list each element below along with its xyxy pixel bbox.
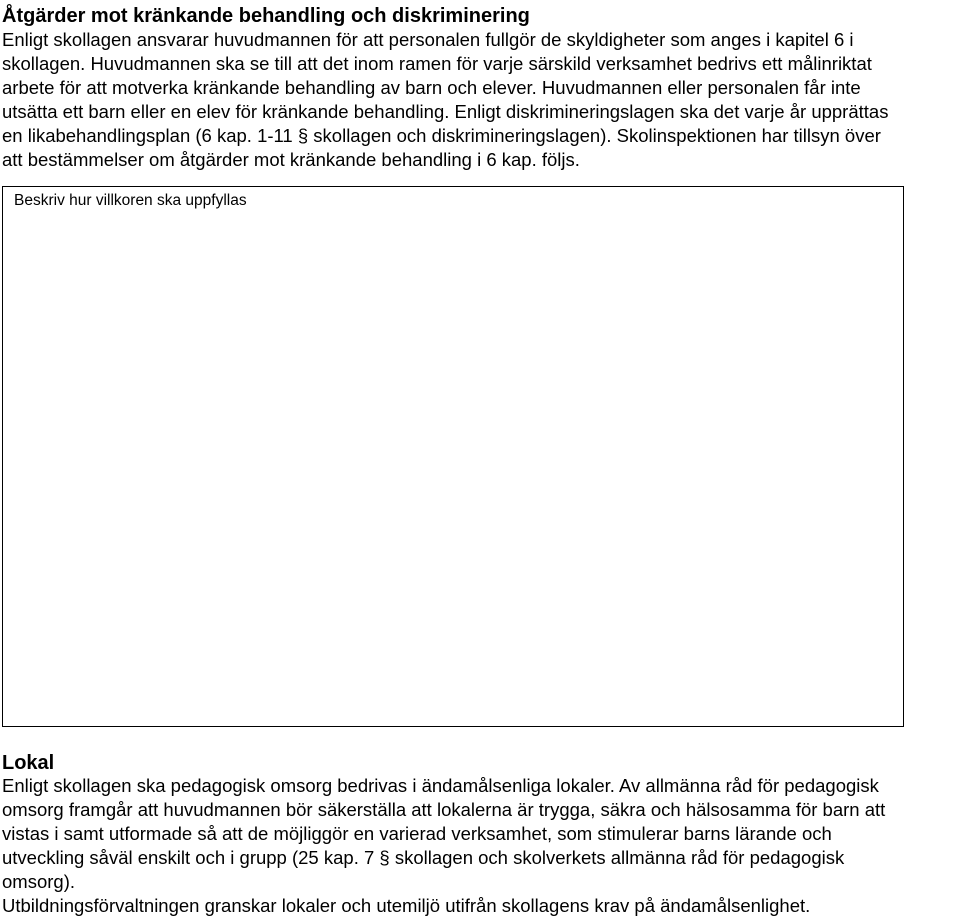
section-body-krankande-behandling [2, 28, 958, 172]
section-heading-krankande-behandling: Åtgärder mot kränkande behandling och diskriminering [2, 5, 530, 27]
body-line: utsätta ett barn eller en elev för kränkande behandling. Enligt diskrimineringslagen ska det varje år upprättas [2, 101, 889, 122]
section-body-lokal [2, 774, 958, 918]
body-line: omsorg). [2, 871, 75, 892]
body-line: Enligt skollagen ansvarar huvudmannen för att personalen fullgör de skyldigheter som anges i kapitel 6 i [2, 29, 854, 50]
body-line: utveckling såväl enskilt och i grupp (25 kap. 7 § skollagen och skolverkets allmänna råd för pedagogisk [2, 847, 845, 868]
answer-text-box[interactable] [2, 186, 904, 727]
section-heading-lokal: Lokal [2, 752, 55, 774]
body-line: Utbildningsförvaltningen granskar lokaler och utemiljö utifrån skollagens krav på ändamålsenlighet. [2, 895, 811, 916]
body-line: Enligt skollagen ska pedagogisk omsorg bedrivas i ändamålsenliga lokaler. Av allmänna råd för pedagogisk [2, 775, 879, 796]
body-line: omsorg framgår att huvudmannen bör säkerställa att lokalerna är trygga, säkra och hälsosamma för barn att [2, 799, 886, 820]
body-line: skollagen. Huvudmannen ska se till att det inom ramen för varje särskild verksamhet bedrivs ett målinriktat [2, 53, 872, 74]
body-line: vistas i samt utformade så att de möjliggör en varierad verksamhet, som stimulerar barns lärande och [2, 823, 832, 844]
body-line: en likabehandlingsplan (6 kap. 1-11 § skollagen och diskrimineringslagen). Skolinspektionen har tillsyn över [2, 125, 881, 146]
answer-box-label: Beskriv hur villkoren ska uppfyllas [14, 192, 247, 209]
body-line: att bestämmelser om åtgärder mot kränkande behandling i 6 kap. följs. [2, 149, 580, 170]
body-line: arbete för att motverka kränkande behandling av barn och elever. Huvudmannen eller personalen får inte [2, 77, 861, 98]
